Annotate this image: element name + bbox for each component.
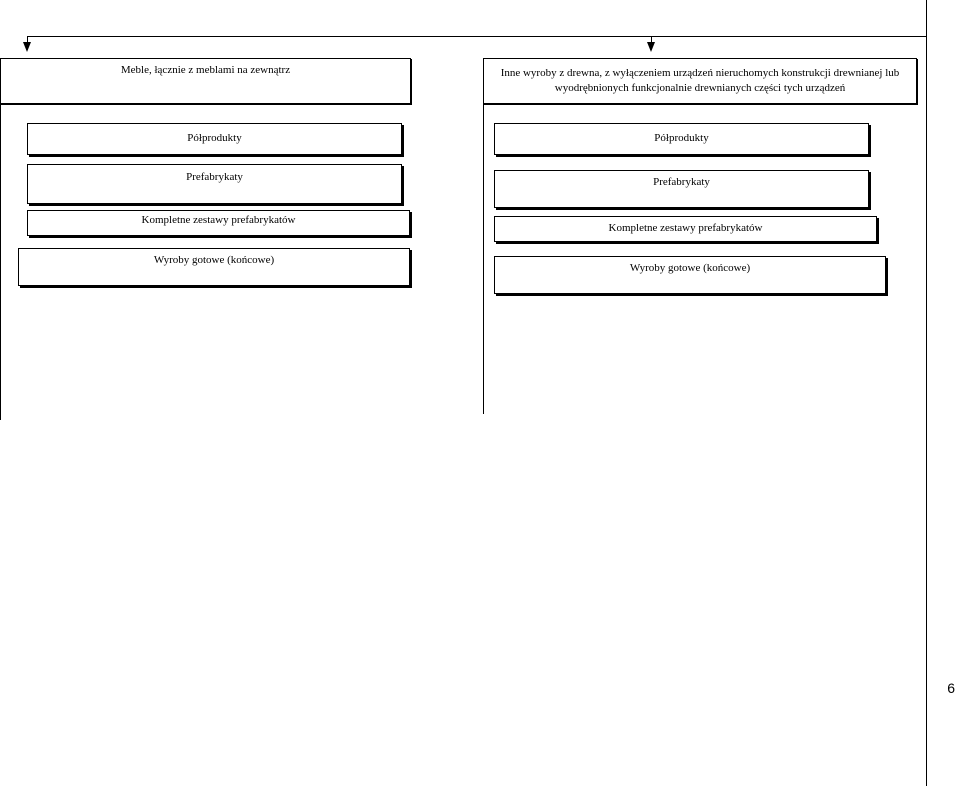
- right-trunk-line: [926, 0, 927, 786]
- left-branch-line: [0, 104, 1, 420]
- right-item-label: Półprodukty: [654, 132, 709, 145]
- left-item-label: Kompletne zestawy prefabrykatów: [141, 214, 296, 227]
- left-item-polprodukty: [27, 123, 402, 155]
- left-header-box: [0, 58, 411, 104]
- left-item-label: Prefabrykaty: [186, 171, 243, 184]
- left-item-prefabrykaty: [27, 164, 402, 204]
- right-item-kompletne-zestawy: [494, 216, 877, 242]
- right-header-box: [483, 58, 917, 104]
- left-item-kompletne-zestawy: [27, 210, 410, 236]
- right-item-label: Wyroby gotowe (końcowe): [629, 262, 751, 275]
- left-header-text: Meble, łącznie z meblami na zewnątrz: [120, 64, 291, 77]
- left-arrow-icon: [23, 42, 31, 52]
- right-arrow-icon: [647, 42, 655, 52]
- left-item-wyroby-gotowe: [18, 248, 410, 286]
- right-item-label: Kompletne zestawy prefabrykatów: [608, 222, 763, 235]
- left-item-label: Półprodukty: [187, 132, 242, 145]
- right-item-prefabrykaty: [494, 170, 869, 208]
- right-branch-line: [483, 104, 484, 414]
- right-header-text: Inne wyroby z drewna, z wyłączeniem urządzeń nieruchomych konstrukcji drewnianej lub wyodrębnionych funkcjonalnie drewnianych części tych urządzeń: [500, 66, 900, 94]
- right-item-label: Prefabrykaty: [653, 176, 710, 189]
- page-number: 6: [947, 680, 955, 696]
- left-item-label: Wyroby gotowe (końcowe): [153, 254, 275, 267]
- top-connector-line: [27, 36, 926, 37]
- right-item-polprodukty: [494, 123, 869, 155]
- right-item-wyroby-gotowe: [494, 256, 886, 294]
